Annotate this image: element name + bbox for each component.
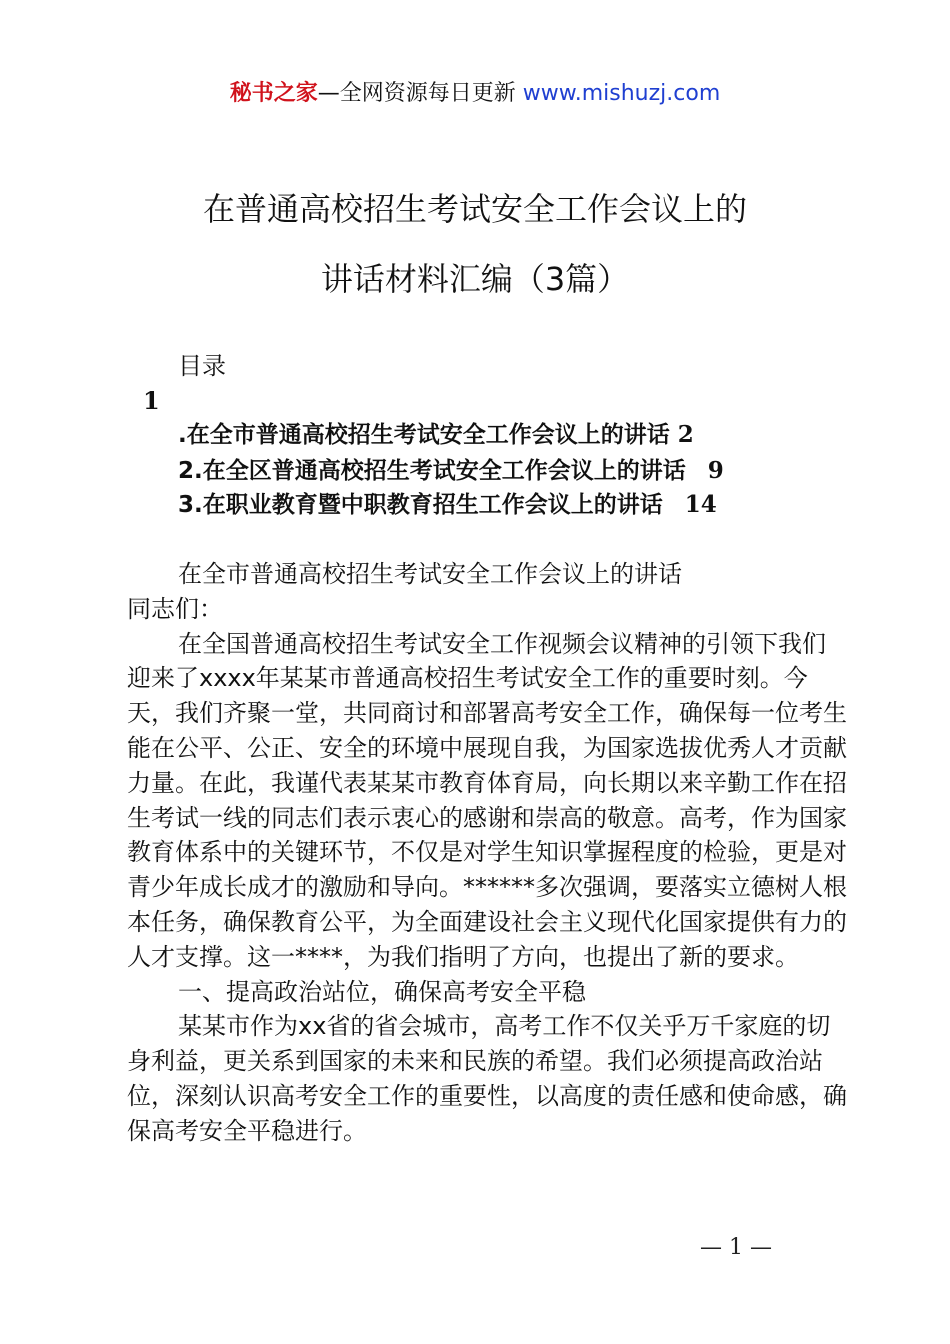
site-url[interactable]: www.mishuzj.com	[522, 81, 721, 106]
document-title-line-1: 在普通高校招生考试安全工作会议上的	[202, 190, 747, 228]
document-title-line-2: 讲话材料汇编（3篇）	[320, 260, 630, 298]
toc-item-1[interactable]	[178, 420, 694, 450]
toc-item-page: 2	[677, 421, 694, 448]
paragraph: 在全国普通高校招生考试安全工作视频会议精神的引领下我们迎来了xxxx年某某市普通高校招生考试安全工作的重要时刻。今天，我们齐聚一堂，共同商讨和部署高考安全工作，确保每一位考生能在公平、公正、安全的环境中展现自我，为国家选拔优秀人才贡献力量。在此，我谨代表某某市教育体育局，向长期以来辛勤工作在招生考试一线的同志们表示衷心的感谢和崇高的敬意。高考，作为国家教育体系中的关键环节，不仅是对学生知识掌握程度的检验，更是对青少年成长成才的激励和导向。******多次强调，要落实立德树人根本任务，确保教育公平，为全面建设社会主义现代化国家提供有力的人才支撑。这一****，为我们指明了方向，也提出了新的要求。	[127, 629, 847, 971]
site-tagline: —全网资源每日更新	[317, 81, 523, 106]
toc-item-2[interactable]	[178, 456, 724, 486]
toc-item-page: 14	[684, 491, 717, 518]
toc-item-label: .在全市普通高校招生考试安全工作会议上的讲话	[178, 422, 670, 448]
page-number: — 1 —	[700, 1235, 772, 1260]
toc-item-1-number: 1	[143, 386, 160, 415]
section-heading: 一、提高政治站位，确保高考安全平稳	[178, 977, 586, 1006]
site-banner	[0, 78, 950, 110]
toc-item-label: 2.在全区普通高校招生考试安全工作会议上的讲话	[178, 458, 686, 484]
toc-item-3[interactable]	[178, 490, 717, 520]
site-brand: 秘书之家	[229, 81, 318, 106]
paragraph: 某某市作为xx省的省会城市，高考工作不仅关乎万千家庭的切身利益，更关系到国家的未来和民族的希望。我们必须提高政治站位，深刻认识高考安全工作的重要性，以高度的责任感和使命感，确保高考安全平稳进行。	[127, 1012, 847, 1145]
toc-item-page: 9	[707, 457, 724, 484]
toc-item-label: 3.在职业教育暨中职教育招生工作会议上的讲话	[178, 492, 663, 518]
speech-title: 在全市普通高校招生考试安全工作会议上的讲话	[178, 560, 682, 588]
toc-heading: 目录	[178, 352, 226, 380]
document-body	[127, 557, 847, 1149]
salutation: 同志们：	[127, 594, 223, 623]
